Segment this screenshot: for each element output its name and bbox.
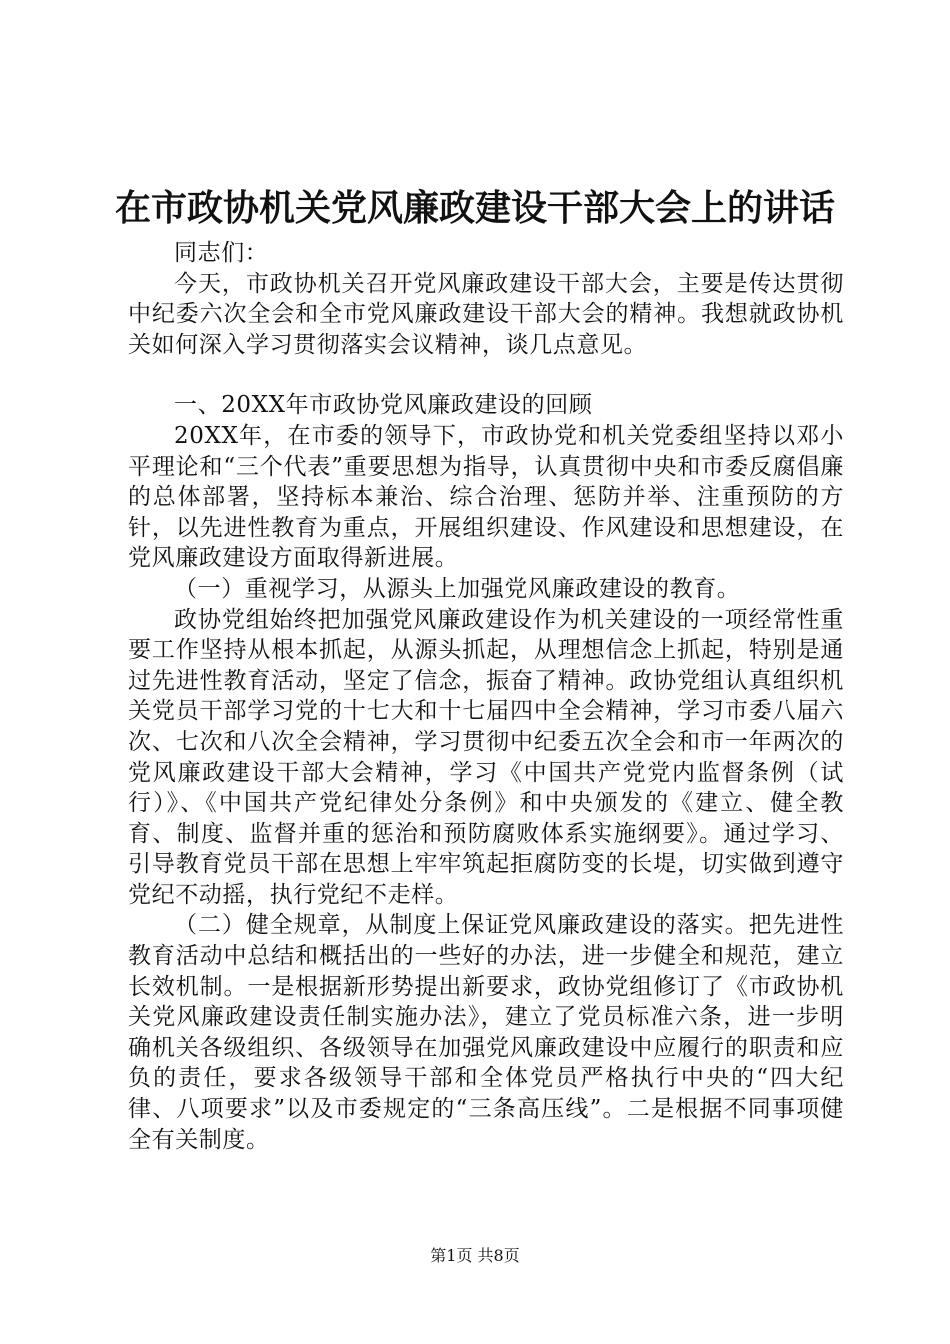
section-heading-1: 一、20XX年市政协党风廉政建设的回顾 xyxy=(174,392,593,419)
paragraph-intro: 今天，市政协机关召开党风廉政建设干部大会，主要是传达贯彻中纪委六次全会和全市党风廉政建设干部大会的精神。我想就政协机关如何深入学习贯彻落实会议精神，谈几点意见。 xyxy=(128,270,844,358)
page-number-footer: 第1页 共8页 xyxy=(430,1246,520,1265)
document-body xyxy=(128,238,844,1155)
subsection-heading-1: （一）重视学习，从源头上加强党风廉政建设的教育。 xyxy=(174,575,741,602)
paragraph-study: 政协党组始终把加强党风廉政建设作为机关建设的一项经常性重要工作坚持从根本抓起，从源头抓起，从理想信念上抓起，特别是通过先进性教育活动，坚定了信念，振奋了精神。政协党组认真组织机关党员干部学习党的十七大和十七届四中全会精神，学习市委八届六次、七次和八次全会精神，学习贯彻中纪委五次全会和市一年两次的党风廉政建设干部大会精神，学习《中国共产党党内监督条例（试行）》、《中国共产党纪律处分条例》和中央颁发的《建立、健全教育、制度、监督并重的惩治和预防腐败体系实施纲要》。通过学习、引导教育党员干部在思想上牢牢筑起拒腐防变的长堤，切实做到遵守党纪不动摇，执行党纪不走样。 xyxy=(128,606,844,908)
document-title: 在市政协机关党风廉政建设干部大会上的讲话 xyxy=(114,187,835,229)
paragraph-rules: （二）健全规章，从制度上保证党风廉政建设的落实。把先进性教育活动中总结和概括出的一些好的办法，进一步健全和规范，建立长效机制。一是根据新形势提出新要求，政协党组修订了《市政协机关党风廉政建设责任制实施办法》，建立了党员标准六条，进一步明确机关各级组织、各级领导在加强党风廉政建设中应履行的职责和应负的责任，要求各级领导干部和全体党员严格执行中央的“四大纪律、八项要求”以及市委规定的“三条高压线”。二是根据不同事项健全有关制度。 xyxy=(128,912,844,1153)
paragraph-review: 20XX年，在市委的领导下，市政协党和机关党委组坚持以邓小平理论和“三个代表”重要思想为指导，认真贯彻中央和市委反腐倡廉的总体部署，坚持标本兼治、综合治理、惩防并举、注重预防的方针，以先进性教育为重点，开展组织建设、作风建设和思想建设，在党风廉政建设方面取得新进展。 xyxy=(128,422,844,572)
paragraph-salutation: 同志们： xyxy=(174,240,269,266)
